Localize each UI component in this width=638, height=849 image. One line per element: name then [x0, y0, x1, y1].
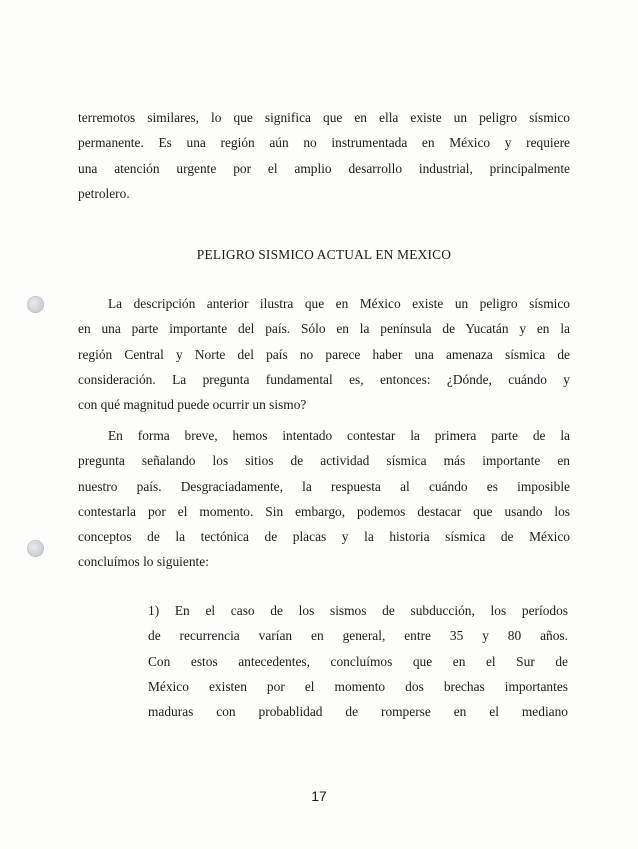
paragraph-line: una atención urgente por el amplio desarrollo industrial, principalmente [78, 160, 570, 176]
paragraph-line: permanente. Es una región aún no instrumentada en México y requiere [78, 135, 570, 151]
paragraph-1 [78, 105, 570, 206]
paragraph-3 [78, 423, 570, 575]
paragraph-line: terremotos similares, lo que significa que en ella existe un peligro sísmico [78, 110, 570, 125]
section-heading: PELIGRO SISMICO ACTUAL EN MEXICO [196, 247, 452, 262]
paragraph-2 [78, 291, 570, 417]
list-line: 1) En el caso de los sismos de subducción, los períodos [148, 603, 568, 618]
paragraph-line: región Central y Norte del país no parece haber una amenaza sísmica de [78, 346, 570, 362]
paragraph-line: conceptos de la tectónica de placas y la historia sísmica de México [78, 529, 570, 545]
paragraph-line: consideración. La pregunta fundamental es, entonces: ¿Dónde, cuándo y [78, 371, 570, 387]
paragraph-line: concluímos lo siguiente: [78, 554, 209, 570]
list-line: Con estos antecedentes, concluímos que en el Sur de [148, 653, 568, 669]
list-line: México existen por el momento dos brechas importantes [148, 678, 568, 694]
list-line: maduras con probablidad de romperse en el mediano [148, 704, 568, 720]
paragraph-line: En forma breve, hemos intentado contestar la primera parte de la [108, 428, 570, 443]
paragraph-line: contestarla por el momento. Sin embargo, podemos destacar que usando los [78, 503, 570, 519]
list-item-1 [148, 598, 568, 724]
paragraph-line: con qué magnitud puede ocurrir un sismo? [78, 397, 307, 413]
paragraph-line: nuestro país. Desgraciadamente, la respuesta al cuándo es imposible [78, 478, 570, 494]
punch-hole-top [27, 296, 44, 313]
punch-hole-bottom [27, 540, 44, 557]
page-number: 17 [311, 788, 327, 804]
paragraph-line: La descripción anterior ilustra que en México existe un peligro sísmico [108, 296, 570, 311]
paragraph-line: pregunta señalando los sitios de actividad sísmica más importante en [78, 453, 570, 469]
paragraph-line: petrolero. [78, 185, 130, 201]
paragraph-line: en una parte importante del país. Sólo en la península de Yucatán y en la [78, 321, 570, 337]
list-line: de recurrencia varían en general, entre 35 y 80 años. [148, 628, 568, 644]
